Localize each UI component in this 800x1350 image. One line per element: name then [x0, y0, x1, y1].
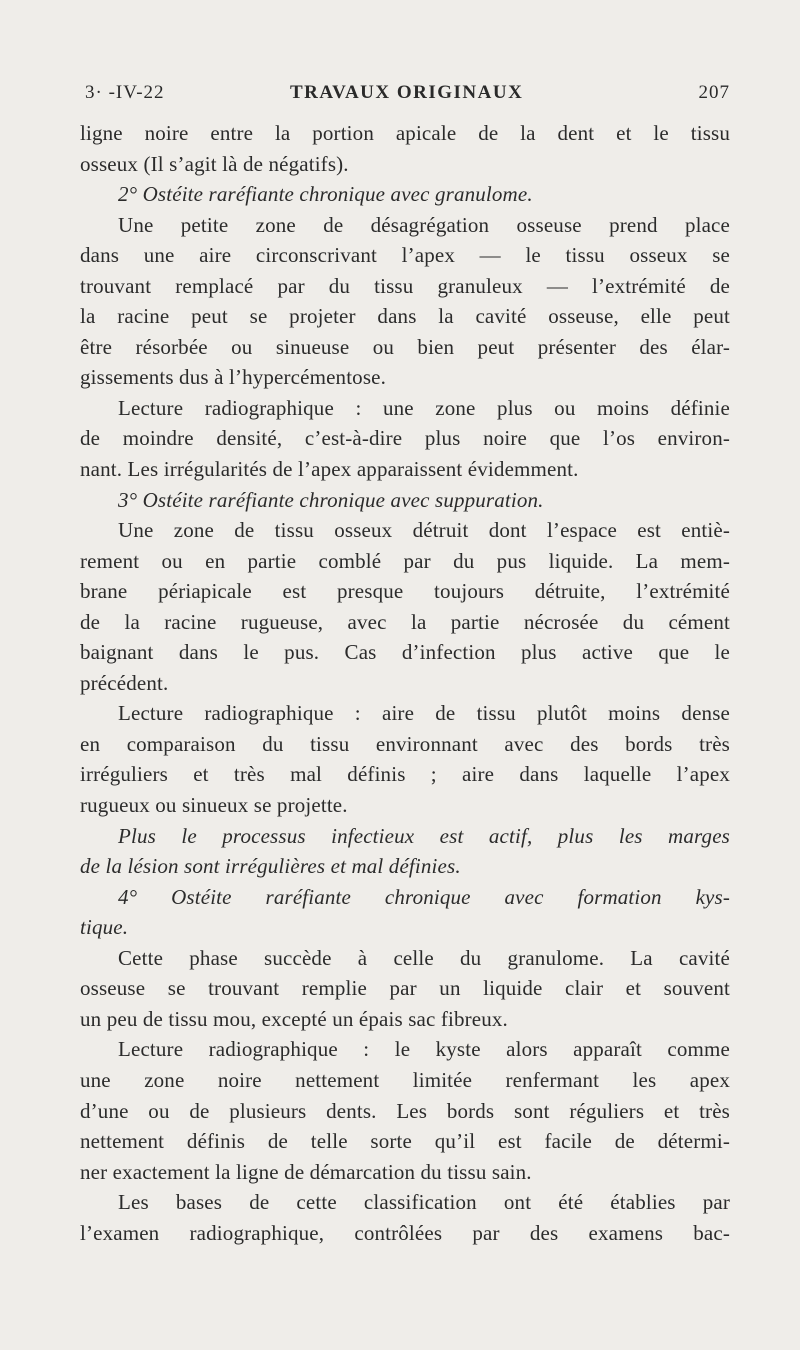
text-line: de la racine rugueuse, avec la partie nécrosée du cément [80, 609, 730, 634]
text-line: brane périapicale est presque toujours détruite, l’extrémité [80, 579, 730, 604]
header-date: 3· -IV-22 [85, 82, 165, 103]
text-line: Plus le processus infectieux est actif, plus les marges [118, 823, 730, 848]
running-header [85, 82, 730, 110]
text-line: précédent. [80, 670, 169, 695]
text-line: 4° Ostéite raréfiante chronique avec formation kys- [118, 884, 730, 909]
text-line: de la lésion sont irrégulières et mal définies. [80, 854, 461, 879]
text-line: Lecture radiographique : le kyste alors apparaît comme [118, 1037, 730, 1062]
text-line: une zone noire nettement limitée renfermant les apex [80, 1067, 730, 1092]
text-line: Une zone de tissu osseux détruit dont l’espace est entiè- [118, 518, 730, 543]
text-line: osseuse se trouvant remplie par un liquide clair et souvent [80, 976, 730, 1001]
text-line: nettement définis de telle sorte qu’il est facile de détermi- [80, 1129, 730, 1154]
text-line: Les bases de cette classification ont été établies par [118, 1190, 730, 1215]
text-line: l’examen radiographique, contrôlées par des examens bac- [80, 1220, 730, 1245]
text-line: Lecture radiographique : aire de tissu plutôt moins dense [118, 701, 730, 726]
text-line: être résorbée ou sinueuse ou bien peut présenter des élar- [80, 334, 730, 359]
text-line: Une petite zone de désagrégation osseuse prend place [118, 212, 730, 237]
text-line: la racine peut se projeter dans la cavité osseuse, elle peut [80, 304, 730, 329]
text-line: rement ou en partie comblé par du pus liquide. La mem- [80, 548, 730, 573]
text-line: un peu de tissu mou, excepté un épais sac fibreux. [80, 1006, 508, 1031]
text-line: tique. [80, 915, 129, 940]
text-line: baignant dans le pus. Cas d’infection plus active que le [80, 640, 730, 665]
text-line: Lecture radiographique : une zone plus ou moins définie [118, 395, 730, 420]
text-line: 2° Ostéite raréfiante chronique avec granulome. [118, 182, 533, 207]
page-number: 207 [698, 82, 730, 103]
text-line: en comparaison du tissu environnant avec des bords très [80, 731, 730, 756]
text-line: 3° Ostéite raréfiante chronique avec suppuration. [118, 487, 544, 512]
text-line: Cette phase succède à celle du granulome. La cavité [118, 945, 730, 970]
body-text [80, 118, 730, 1248]
text-line: de moindre densité, c’est-à-dire plus noire que l’os environ- [80, 426, 730, 451]
header-title: TRAVAUX ORIGINAUX [290, 82, 524, 103]
text-line: rugueux ou sinueux se projette. [80, 793, 348, 818]
text-line: gissements dus à l’hypercémentose. [80, 365, 387, 390]
text-line: trouvant remplacé par du tissu granuleux — l’extrémité de [80, 273, 730, 298]
text-line: osseux (Il s’agit là de négatifs). [80, 151, 349, 176]
text-line: ligne noire entre la portion apicale de la dent et le tissu [80, 121, 730, 145]
text-line: nant. Les irrégularités de l’apex apparaissent évidemment. [80, 457, 579, 482]
text-line: ner exactement la ligne de démarcation du tissu sain. [80, 1159, 532, 1184]
text-line: d’une ou de plusieurs dents. Les bords sont réguliers et très [80, 1098, 730, 1123]
text-line: dans une aire circonscrivant l’apex — le tissu osseux se [80, 243, 730, 268]
text-line: irréguliers et très mal définis ; aire dans laquelle l’apex [80, 762, 730, 787]
